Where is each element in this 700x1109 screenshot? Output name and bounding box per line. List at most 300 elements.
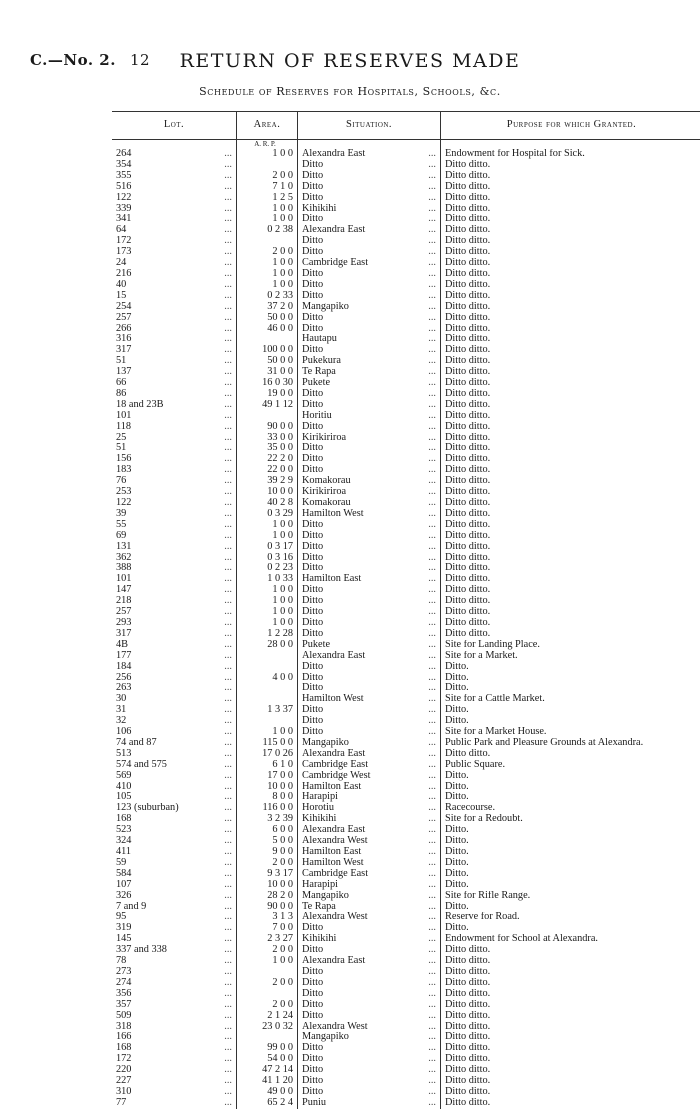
leader-dots: ... <box>416 149 441 160</box>
situation-cell: Horotiu <box>302 803 335 814</box>
leader-dots: ... <box>416 738 441 749</box>
table-row <box>112 1000 700 1011</box>
lot-cell: 569 <box>116 770 132 781</box>
situation-cell: Ditto <box>302 661 324 672</box>
area-cell <box>237 683 298 694</box>
table-row <box>112 1076 700 1087</box>
leader-dots: ... <box>212 694 237 705</box>
reserves-table <box>112 111 700 1109</box>
table-row <box>112 912 700 923</box>
table-row <box>112 422 700 433</box>
lot-cell: 220 <box>116 1065 132 1076</box>
leader-dots: ... <box>416 509 441 520</box>
leader-dots: ... <box>416 280 441 291</box>
table-row <box>112 193 700 204</box>
situation-cell: Hamilton West <box>302 694 364 705</box>
lot-cell: 32 <box>116 716 127 727</box>
purpose-cell: Ditto. <box>445 923 469 934</box>
area-cell: 7 0 0 <box>237 923 298 934</box>
lot-cell: 74 and 87 <box>116 737 157 748</box>
lot-cell: 216 <box>116 268 132 279</box>
situation-cell: Cambridge East <box>302 868 369 879</box>
table-row <box>112 171 700 182</box>
table-row <box>112 585 700 596</box>
lot-cell: 257 <box>116 312 132 323</box>
area-cell: 2 0 0 <box>237 247 298 258</box>
leader-dots: ... <box>212 334 237 345</box>
area-cell: 1 0 0 <box>237 204 298 215</box>
situation-cell: Pukekura <box>302 356 341 367</box>
lot-cell: 310 <box>116 1086 132 1097</box>
leader-dots: ... <box>416 531 441 542</box>
lot-cell: 145 <box>116 934 132 945</box>
lot-cell: 574 and 575 <box>116 759 167 770</box>
leader-dots: ... <box>416 247 441 258</box>
area-cell: 65 2 4 <box>237 1098 298 1109</box>
situation-cell: Ditto <box>302 596 324 607</box>
situation-cell: Komakorau <box>302 476 351 487</box>
purpose-cell: Ditto ditto. <box>445 1086 491 1097</box>
leader-dots: ... <box>212 585 237 596</box>
situation-cell: Ditto <box>302 1086 324 1097</box>
leader-dots: ... <box>212 651 237 662</box>
purpose-cell: Ditto ditto. <box>445 748 491 759</box>
leader-dots: ... <box>212 1098 237 1109</box>
leader-dots: ... <box>212 683 237 694</box>
purpose-cell: Ditto ditto. <box>445 596 491 607</box>
situation-cell: Ditto <box>302 552 324 563</box>
leader-dots: ... <box>416 1065 441 1076</box>
area-cell: 6 0 0 <box>237 825 298 836</box>
purpose-cell: Ditto ditto. <box>445 607 491 618</box>
leader-dots: ... <box>416 214 441 225</box>
situation-cell: Ditto <box>302 541 324 552</box>
lot-cell: 227 <box>116 1076 132 1087</box>
leader-dots: ... <box>416 836 441 847</box>
leader-dots: ... <box>212 160 237 171</box>
area-cell: 1 0 0 <box>237 618 298 629</box>
situation-cell: Ditto <box>302 159 324 170</box>
area-cell: 1 0 0 <box>237 280 298 291</box>
leader-dots: ... <box>212 465 237 476</box>
table-row <box>112 956 700 967</box>
leader-dots: ... <box>416 1011 441 1022</box>
area-cell: 50 0 0 <box>237 313 298 324</box>
leader-dots: ... <box>212 1087 237 1098</box>
table-row <box>112 1022 700 1033</box>
table-row <box>112 269 700 280</box>
lot-cell: 147 <box>116 585 132 596</box>
purpose-cell: Ditto ditto. <box>445 465 491 476</box>
leader-dots: ... <box>212 258 237 269</box>
purpose-cell: Ditto ditto. <box>445 519 491 530</box>
leader-dots: ... <box>416 662 441 673</box>
leader-dots: ... <box>416 880 441 891</box>
situation-cell: Ditto <box>302 617 324 628</box>
leader-dots: ... <box>416 891 441 902</box>
situation-cell: Alexandra West <box>302 912 368 923</box>
purpose-cell: Ditto ditto. <box>445 443 491 454</box>
situation-cell: Mangapiko <box>302 737 349 748</box>
table-row <box>112 542 700 553</box>
area-cell: 1 0 0 <box>237 956 298 967</box>
table-row <box>112 858 700 869</box>
area-cell: 9 3 17 <box>237 869 298 880</box>
purpose-cell: Ditto ditto. <box>445 617 491 628</box>
situation-cell: Mangapiko <box>302 301 349 312</box>
leader-dots: ... <box>212 236 237 247</box>
area-cell <box>237 236 298 247</box>
situation-cell: Kihikihi <box>302 814 337 825</box>
situation-cell: Alexandra East <box>302 149 366 159</box>
area-cell: 1 0 0 <box>237 269 298 280</box>
lot-cell: 101 <box>116 574 132 585</box>
area-cell: 0 3 29 <box>237 509 298 520</box>
lot-cell: 388 <box>116 563 132 574</box>
table-row <box>112 204 700 215</box>
purpose-cell: Ditto ditto. <box>445 378 491 389</box>
area-cell: 116 0 0 <box>237 803 298 814</box>
purpose-cell: Ditto ditto. <box>445 225 491 236</box>
table-row <box>112 923 700 934</box>
purpose-cell: Ditto. <box>445 901 469 912</box>
purpose-cell: Site for a Market House. <box>445 727 547 738</box>
purpose-cell: Ditto ditto. <box>445 410 491 421</box>
leader-dots: ... <box>416 378 441 389</box>
table-row <box>112 1087 700 1098</box>
leader-dots: ... <box>416 269 441 280</box>
lot-cell: 51 <box>116 443 127 454</box>
area-cell: 2 3 27 <box>237 934 298 945</box>
leader-dots: ... <box>212 792 237 803</box>
area-cell: 3 1 3 <box>237 912 298 923</box>
leader-dots: ... <box>212 814 237 825</box>
area-cell: 5 0 0 <box>237 836 298 847</box>
table-row <box>112 749 700 760</box>
area-cell: 22 2 0 <box>237 454 298 465</box>
purpose-cell: Ditto. <box>445 672 469 683</box>
table-row <box>112 1054 700 1065</box>
purpose-cell: Ditto ditto. <box>445 214 491 225</box>
table-row <box>112 934 700 945</box>
area-cell: 115 0 0 <box>237 738 298 749</box>
lot-cell: 184 <box>116 661 132 672</box>
column-header-area: Area. <box>237 112 298 140</box>
leader-dots: ... <box>212 411 237 422</box>
leader-dots: ... <box>416 945 441 956</box>
purpose-cell: Ditto. <box>445 716 469 727</box>
leader-dots: ... <box>416 498 441 509</box>
leader-dots: ... <box>416 1087 441 1098</box>
leader-dots: ... <box>212 193 237 204</box>
leader-dots: ... <box>416 912 441 923</box>
leader-dots: ... <box>212 803 237 814</box>
purpose-cell: Ditto ditto. <box>445 585 491 596</box>
situation-cell: Ditto <box>302 530 324 541</box>
situation-cell: Cambridge East <box>302 258 369 269</box>
table-row <box>112 1065 700 1076</box>
situation-cell: Alexandra East <box>302 825 366 836</box>
purpose-cell: Ditto ditto. <box>445 476 491 487</box>
area-units-row <box>112 140 700 150</box>
leader-dots: ... <box>212 760 237 771</box>
situation-cell: Hamilton East <box>302 574 362 585</box>
lot-cell: 122 <box>116 498 132 508</box>
leader-dots: ... <box>212 498 237 509</box>
table-row <box>112 618 700 629</box>
purpose-cell: Public Park and Pleasure Grounds at Alexandra. <box>445 737 644 748</box>
leader-dots: ... <box>212 891 237 902</box>
lot-cell: 256 <box>116 672 132 683</box>
area-cell: 7 1 0 <box>237 182 298 193</box>
leader-dots: ... <box>212 225 237 236</box>
situation-cell: Ditto <box>302 585 324 596</box>
leader-dots: ... <box>212 912 237 923</box>
leader-dots: ... <box>212 847 237 858</box>
area-cell <box>237 967 298 978</box>
situation-cell: Ditto <box>302 727 324 738</box>
leader-dots: ... <box>416 640 441 651</box>
leader-dots: ... <box>416 563 441 574</box>
purpose-cell: Ditto ditto. <box>445 1054 491 1065</box>
purpose-cell: Ditto ditto. <box>445 1010 491 1021</box>
lot-cell: 76 <box>116 476 127 487</box>
leader-dots: ... <box>416 607 441 618</box>
purpose-cell: Ditto. <box>445 879 469 890</box>
lot-cell: 166 <box>116 1032 132 1043</box>
leader-dots: ... <box>212 662 237 673</box>
area-cell: 2 0 0 <box>237 858 298 869</box>
lot-cell: 64 <box>116 225 127 236</box>
area-cell <box>237 160 298 171</box>
table-row <box>112 694 700 705</box>
leader-dots: ... <box>212 345 237 356</box>
leader-dots: ... <box>212 869 237 880</box>
page-number: 12 <box>129 51 151 69</box>
situation-cell: Ditto <box>302 716 324 727</box>
purpose-cell: Ditto ditto. <box>445 574 491 585</box>
leader-dots: ... <box>212 607 237 618</box>
leader-dots: ... <box>212 989 237 1000</box>
area-cell: 2 0 0 <box>237 1000 298 1011</box>
table-row <box>112 716 700 727</box>
leader-dots: ... <box>416 956 441 967</box>
purpose-cell: Ditto ditto. <box>445 399 491 410</box>
lot-cell: 513 <box>116 748 132 759</box>
purpose-cell: Ditto ditto. <box>445 203 491 214</box>
leader-dots: ... <box>212 454 237 465</box>
table-row <box>112 847 700 858</box>
situation-cell: Ditto <box>302 988 324 999</box>
leader-dots: ... <box>416 694 441 705</box>
leader-dots: ... <box>416 520 441 531</box>
leader-dots: ... <box>416 465 441 476</box>
situation-cell: Ditto <box>302 1010 324 1021</box>
table-row <box>112 509 700 520</box>
column-header-situation: Situation. <box>298 112 441 140</box>
table-row <box>112 313 700 324</box>
table-row <box>112 705 700 716</box>
area-cell: 1 3 37 <box>237 705 298 716</box>
lot-cell: 122 <box>116 192 132 203</box>
purpose-cell: Ditto ditto. <box>445 236 491 247</box>
purpose-cell: Ditto ditto. <box>445 323 491 334</box>
lot-cell: 51 <box>116 356 127 367</box>
lot-cell: 168 <box>116 1043 132 1054</box>
table-row <box>112 563 700 574</box>
leader-dots: ... <box>212 716 237 727</box>
situation-cell: Harapipi <box>302 792 339 803</box>
lot-cell: 354 <box>116 159 132 170</box>
table-row <box>112 225 700 236</box>
table-row <box>112 673 700 684</box>
lot-cell: 118 <box>116 421 132 432</box>
leader-dots: ... <box>416 803 441 814</box>
area-cell: 39 2 9 <box>237 476 298 487</box>
situation-cell: Ditto <box>302 672 324 683</box>
leader-dots: ... <box>212 1000 237 1011</box>
purpose-cell: Ditto ditto. <box>445 1032 491 1043</box>
purpose-cell: Ditto ditto. <box>445 508 491 519</box>
leader-dots: ... <box>212 400 237 411</box>
leader-dots: ... <box>212 836 237 847</box>
purpose-cell: Ditto ditto. <box>445 258 491 269</box>
purpose-cell: Site for a Cattle Market. <box>445 694 545 705</box>
area-cell: 0 2 23 <box>237 563 298 574</box>
leader-dots: ... <box>416 618 441 629</box>
area-cell: 17 0 26 <box>237 749 298 760</box>
purpose-cell: Ditto ditto. <box>445 956 491 967</box>
situation-cell: Ditto <box>302 323 324 334</box>
area-cell: 33 0 0 <box>237 433 298 444</box>
leader-dots: ... <box>416 193 441 204</box>
leader-dots: ... <box>212 738 237 749</box>
leader-dots: ... <box>416 204 441 215</box>
lot-cell: 317 <box>116 628 132 639</box>
purpose-cell: Ditto ditto. <box>445 334 491 345</box>
lot-cell: 410 <box>116 781 132 792</box>
leader-dots: ... <box>416 160 441 171</box>
situation-cell: Ditto <box>302 312 324 323</box>
lot-cell: 24 <box>116 258 127 269</box>
leader-dots: ... <box>416 389 441 400</box>
table-row <box>112 356 700 367</box>
situation-cell: Cambridge West <box>302 770 371 781</box>
purpose-cell: Ditto ditto. <box>445 977 491 988</box>
area-cell: 17 0 0 <box>237 771 298 782</box>
lot-cell: 66 <box>116 378 127 389</box>
leader-dots: ... <box>416 487 441 498</box>
area-cell <box>237 989 298 1000</box>
situation-cell: Hamilton East <box>302 847 362 857</box>
situation-cell: Horitiu <box>302 410 332 421</box>
leader-dots: ... <box>416 705 441 716</box>
purpose-cell: Site for a Redoubt. <box>445 814 523 825</box>
lot-cell: 293 <box>116 617 132 628</box>
lot-cell: 31 <box>116 705 127 716</box>
situation-cell: Ditto <box>302 181 324 192</box>
table-row <box>112 880 700 891</box>
leader-dots: ... <box>416 596 441 607</box>
leader-dots: ... <box>212 673 237 684</box>
leader-dots: ... <box>416 651 441 662</box>
leader-dots: ... <box>416 1054 441 1065</box>
lot-cell: 523 <box>116 825 132 836</box>
leader-dots: ... <box>416 1098 441 1109</box>
table-row <box>112 760 700 771</box>
lot-cell: 326 <box>116 890 132 901</box>
situation-cell: Te Rapa <box>302 367 336 378</box>
situation-cell: Ditto <box>302 454 324 465</box>
table-row <box>112 411 700 422</box>
leader-dots: ... <box>416 454 441 465</box>
table-row <box>112 945 700 956</box>
leader-dots: ... <box>212 378 237 389</box>
lot-cell: 266 <box>116 323 132 334</box>
leader-dots: ... <box>212 214 237 225</box>
lot-cell: 77 <box>116 1097 127 1108</box>
lot-cell: 18 and 23B <box>116 399 164 410</box>
purpose-cell: Ditto ditto. <box>445 170 491 181</box>
situation-cell: Ditto <box>302 945 324 956</box>
area-cell: 1 0 0 <box>237 596 298 607</box>
area-cell: 19 0 0 <box>237 389 298 400</box>
situation-cell: Ditto <box>302 388 324 399</box>
leader-dots: ... <box>212 422 237 433</box>
table-row <box>112 553 700 564</box>
situation-cell: Kirikiriroa <box>302 487 347 498</box>
table-row <box>112 182 700 193</box>
situation-cell: Alexandra East <box>302 650 366 661</box>
leader-dots: ... <box>212 782 237 793</box>
purpose-cell: Ditto ditto. <box>445 530 491 541</box>
leader-dots: ... <box>212 433 237 444</box>
leader-dots: ... <box>212 182 237 193</box>
situation-cell: Ditto <box>302 1043 324 1054</box>
situation-cell: Ditto <box>302 966 324 977</box>
area-cell: 35 0 0 <box>237 443 298 454</box>
leader-dots: ... <box>212 367 237 378</box>
area-cell: 100 0 0 <box>237 345 298 356</box>
leader-dots: ... <box>416 542 441 553</box>
situation-cell: Ditto <box>302 236 324 247</box>
table-row <box>112 738 700 749</box>
leader-dots: ... <box>416 171 441 182</box>
lot-cell: 341 <box>116 214 132 225</box>
lot-cell: 317 <box>116 345 132 356</box>
leader-dots: ... <box>416 989 441 1000</box>
purpose-cell: Ditto ditto. <box>445 290 491 301</box>
lot-cell: 218 <box>116 596 132 607</box>
table-row <box>112 247 700 258</box>
lot-cell: 86 <box>116 388 127 399</box>
purpose-cell: Ditto ditto. <box>445 945 491 956</box>
lot-cell: 316 <box>116 334 132 345</box>
area-cell: 2 0 0 <box>237 171 298 182</box>
table-row <box>112 465 700 476</box>
area-cell: 1 0 0 <box>237 607 298 618</box>
purpose-cell: Ditto. <box>445 857 469 868</box>
situation-cell: Ditto <box>302 519 324 530</box>
purpose-cell: Ditto ditto. <box>445 563 491 574</box>
table-row <box>112 291 700 302</box>
purpose-cell: Ditto ditto. <box>445 247 491 258</box>
area-cell: 40 2 8 <box>237 498 298 509</box>
purpose-cell: Ditto ditto. <box>445 552 491 563</box>
purpose-cell: Reserve for Road. <box>445 912 520 923</box>
leader-dots: ... <box>212 574 237 585</box>
situation-cell: Ditto <box>302 192 324 203</box>
